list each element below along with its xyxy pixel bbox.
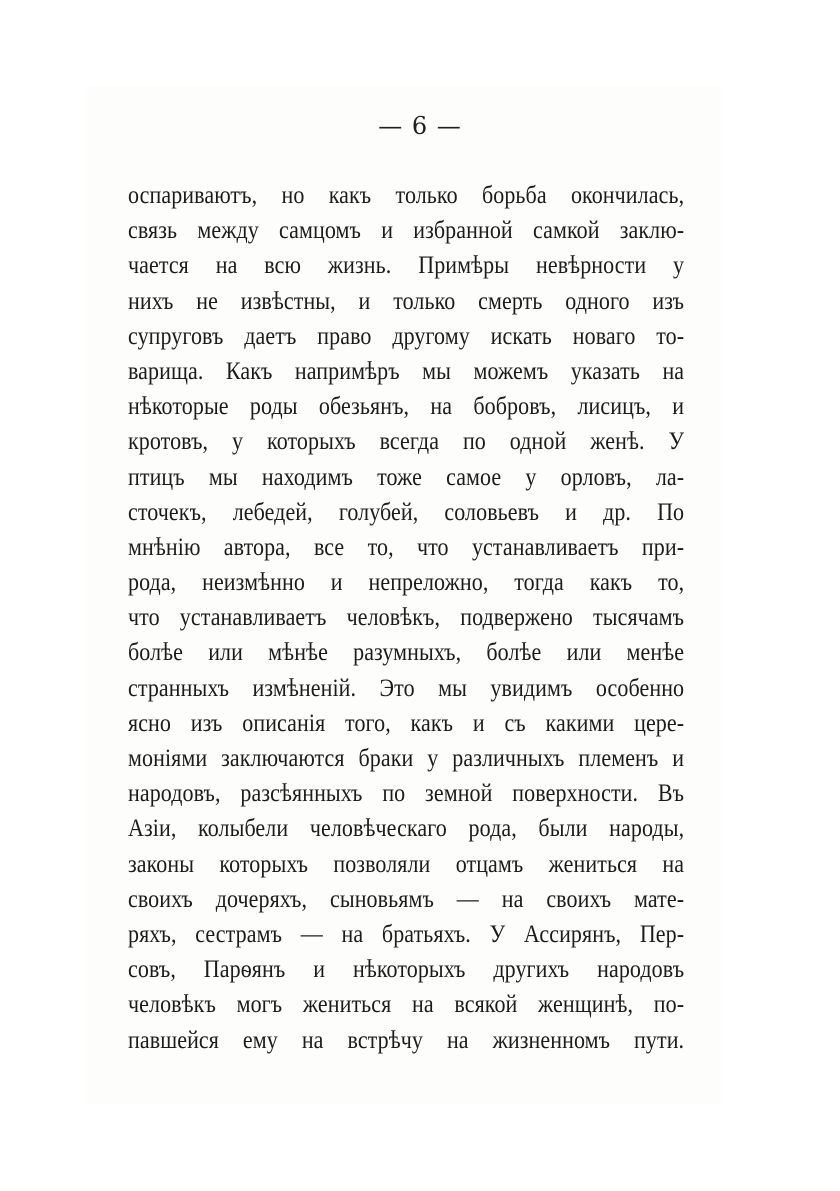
body-text: [128, 178, 684, 1058]
text-line: птицъ мы находимъ тоже самое у орловъ, ла-: [128, 463, 685, 491]
text-line: сточекъ, лебедей, голубей, соловьевъ и др. По: [128, 498, 685, 526]
text-line: что устанавливаетъ человѣкъ, подвержено тысячамъ: [128, 604, 685, 632]
text-line: связь между самцомъ и избранной самкой заклю-: [128, 217, 685, 245]
text-line: чается на всю жизнь. Примѣры невѣрности у: [128, 252, 685, 280]
text-line: моніями заключаются браки у различныхъ племенъ и: [128, 745, 685, 772]
text-line: нихъ не извѣстны, и только смерть одного изъ: [128, 287, 685, 315]
text-line: павшейся ему на встрѣчу на жизненномъ пути.: [128, 1026, 685, 1054]
text-line: человѣкъ могъ жениться на всякой женщинѣ, по-: [128, 991, 685, 1019]
text-line: кротовъ, у которыхъ всегда по одной женѣ. У: [128, 428, 685, 456]
text-line: супруговъ даетъ право другому искать новаго то-: [128, 322, 685, 350]
text-line: народовъ, разсѣянныхъ по земной поверхности. Въ: [128, 780, 685, 808]
text-line: своихъ дочеряхъ, сыновьямъ — на своихъ мате-: [128, 885, 685, 913]
text-line: болѣе или мѣнѣе разумныхъ, болѣе или менѣе: [128, 639, 685, 667]
text-line: нѣкоторые роды обезьянъ, на бобровъ, лисицъ, и: [128, 393, 685, 421]
page-number: — 6 —: [378, 112, 462, 140]
text-line: ряхъ, сестрамъ — на братьяхъ. У Ассирянъ, Пер-: [128, 920, 685, 948]
text-line: совъ, Парѳянъ и нѣкоторыхъ другихъ народовъ: [128, 956, 685, 984]
text-line: законы которыхъ позволяли отцамъ жениться на: [128, 850, 685, 878]
text-line: странныхъ измѣненій. Это мы увидимъ особенно: [128, 674, 685, 702]
text-line: оспариваютъ, но какъ только борьба окончилась,: [128, 182, 685, 209]
text-line: Азіи, колыбели человѣческаго рода, были народы,: [128, 815, 685, 843]
text-line: мнѣнію автора, все то, что устанавливаетъ при-: [128, 533, 685, 561]
text-line: ясно изъ описанія того, какъ и съ какими цере-: [128, 709, 685, 737]
text-line: варища. Какъ напримѣръ мы можемъ указать на: [128, 357, 685, 385]
text-line: рода, неизмѣнно и непреложно, тогда какъ то,: [128, 569, 685, 597]
